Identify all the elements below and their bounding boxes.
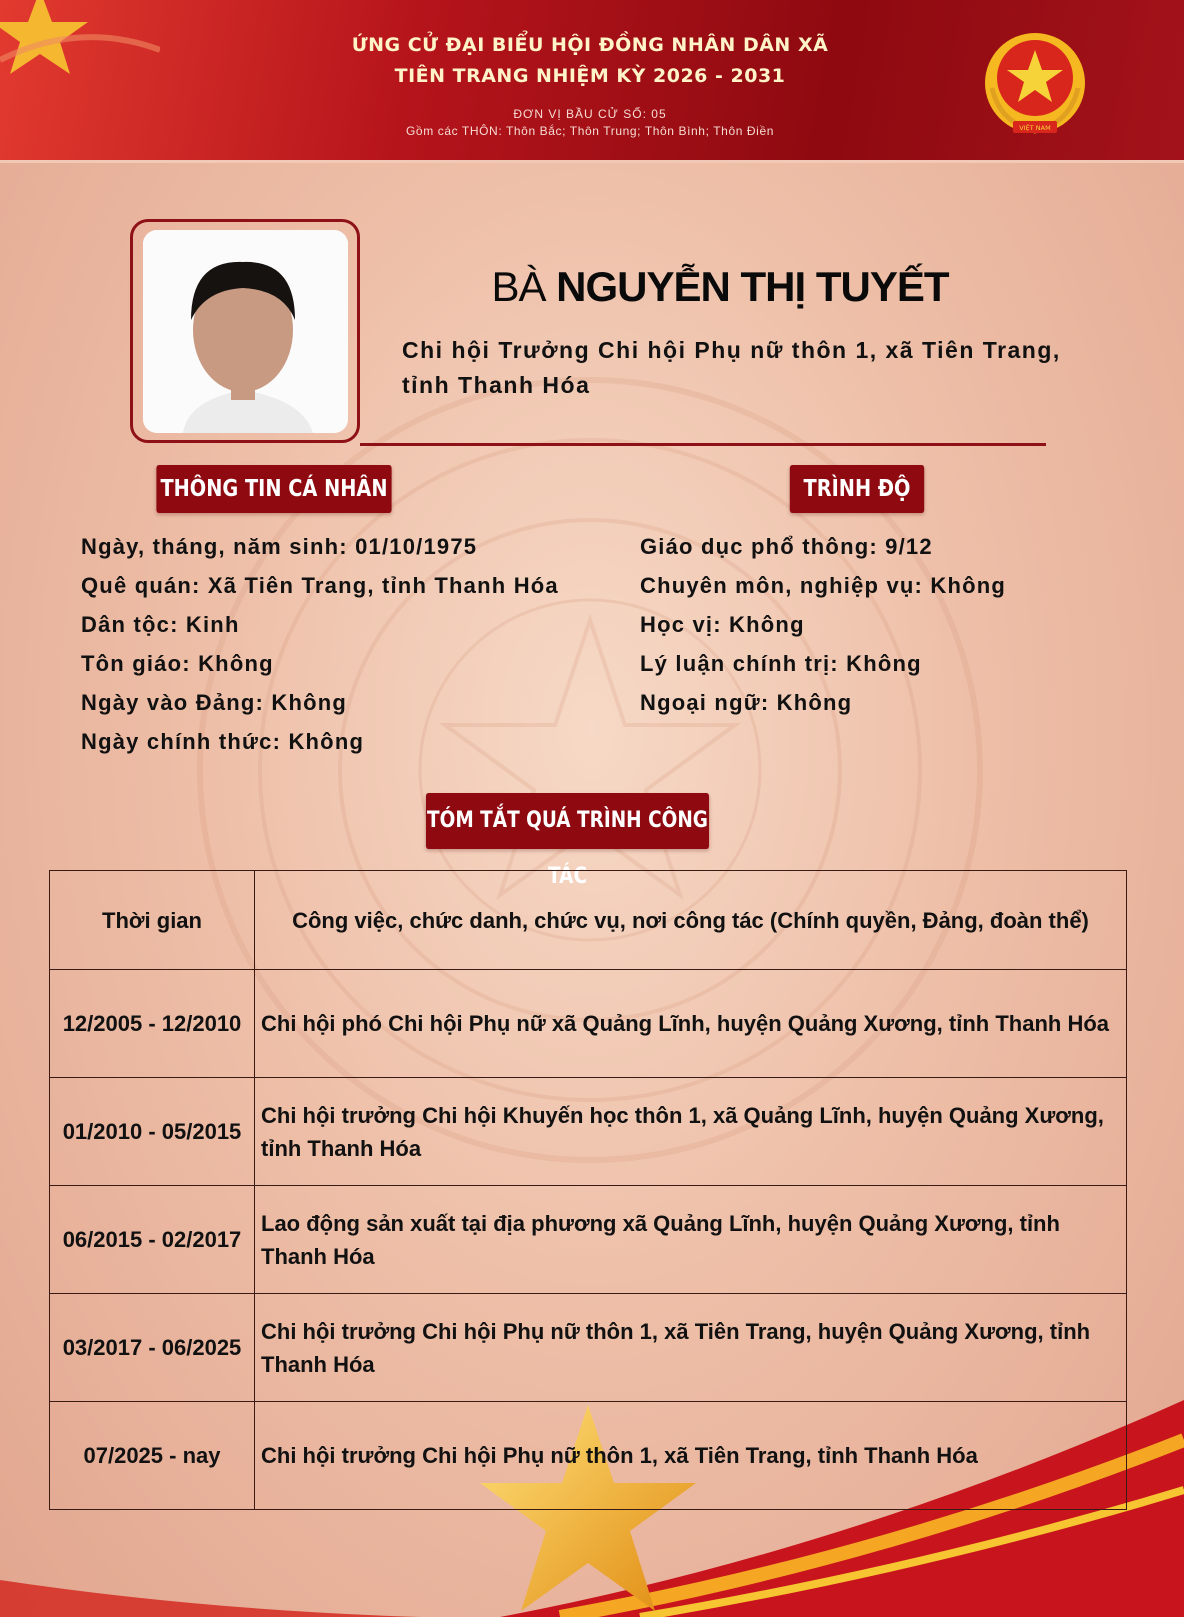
religion: Tôn giáo: Không	[81, 651, 274, 676]
table-row	[50, 1186, 1127, 1294]
personal-info-list	[81, 527, 559, 761]
candidate-fullname: NGUYỄN THỊ TUYẾT	[556, 263, 949, 310]
table-row	[50, 1078, 1127, 1186]
hometown: Quê quán: Xã Tiên Trang, tỉnh Thanh Hóa	[81, 573, 559, 598]
table-row	[50, 1294, 1127, 1402]
career-period: 01/2010 - 05/2015	[50, 1078, 255, 1186]
career-period: 06/2015 - 02/2017	[50, 1186, 255, 1294]
foreign-language: Ngoại ngữ: Không	[640, 690, 853, 715]
general-education: Giáo dục phổ thông: 9/12	[640, 534, 933, 559]
ethnicity: Dân tộc: Kinh	[81, 612, 240, 637]
election-title-line2: TIÊN TRANG NHIỆM KỲ 2026 - 2031	[394, 65, 786, 87]
career-header-row	[50, 871, 1127, 970]
candidate-honorific: BÀ	[491, 263, 546, 310]
election-title	[300, 30, 880, 92]
section-personal-info-title: THÔNG TIN CÁ NHÂN	[156, 465, 391, 513]
electoral-villages: Gồm các THÔN: Thôn Bắc; Thôn Trung; Thôn Bình; Thôn Điền	[406, 124, 774, 138]
political-theory: Lý luận chính trị: Không	[640, 651, 922, 676]
career-description: Lao động sản xuất tại địa phương xã Quảng Lĩnh, huyện Quảng Xương, tỉnh Thanh Hóa	[255, 1186, 1127, 1294]
electoral-unit: ĐƠN VỊ BẦU CỬ SỐ: 05	[513, 107, 667, 121]
career-description: Chi hội trưởng Chi hội Phụ nữ thôn 1, xã Tiên Trang, tỉnh Thanh Hóa	[255, 1402, 1127, 1510]
education-info-list	[640, 527, 1006, 722]
professional-qualification: Chuyên môn, nghiệp vụ: Không	[640, 573, 1007, 598]
section-education-title: TRÌNH ĐỘ	[790, 465, 924, 513]
career-period: 03/2017 - 06/2025	[50, 1294, 255, 1402]
career-description: Chi hội trưởng Chi hội Phụ nữ thôn 1, xã Tiên Trang, huyện Quảng Xương, tỉnh Thanh Hóa	[255, 1294, 1127, 1402]
candidate-name	[360, 263, 1080, 311]
section-career-title: TÓM TẮT QUÁ TRÌNH CÔNG TÁC	[426, 793, 709, 849]
name-underline	[360, 443, 1046, 446]
emblem-ribbon-text: VIỆT NAM	[1019, 124, 1051, 132]
birth-date: Ngày, tháng, năm sinh: 01/10/1975	[81, 534, 478, 559]
flag-star-icon	[0, 0, 160, 80]
career-header-time: Thời gian	[50, 871, 255, 970]
career-period: 12/2005 - 12/2010	[50, 970, 255, 1078]
national-emblem-icon	[980, 28, 1090, 143]
table-row	[50, 1402, 1127, 1510]
academic-degree: Học vị: Không	[640, 612, 805, 637]
header-banner	[0, 0, 1184, 163]
table-row	[50, 970, 1127, 1078]
career-table	[49, 870, 1127, 1510]
party-official-date: Ngày chính thức: Không	[81, 729, 365, 754]
career-header-job: Công việc, chức danh, chức vụ, nơi công tác (Chính quyền, Đảng, đoàn thể)	[255, 871, 1127, 970]
candidate-position: Chi hội Trưởng Chi hội Phụ nữ thôn 1, xã Tiên Trang, tỉnh Thanh Hóa	[402, 337, 1061, 398]
candidate-photo	[143, 230, 348, 433]
career-period: 07/2025 - nay	[50, 1402, 255, 1510]
career-description: Chi hội phó Chi hội Phụ nữ xã Quảng Lĩnh, huyện Quảng Xương, tỉnh Thanh Hóa	[255, 970, 1127, 1078]
career-description: Chi hội trưởng Chi hội Khuyến học thôn 1, xã Quảng Lĩnh, huyện Quảng Xương, tỉnh Thanh Hóa	[255, 1078, 1127, 1186]
party-join-date: Ngày vào Đảng: Không	[81, 690, 348, 715]
portrait-icon	[143, 230, 348, 433]
election-title-line1: ỨNG CỬ ĐẠI BIỂU HỘI ĐỒNG NHÂN DÂN XÃ	[351, 34, 829, 56]
